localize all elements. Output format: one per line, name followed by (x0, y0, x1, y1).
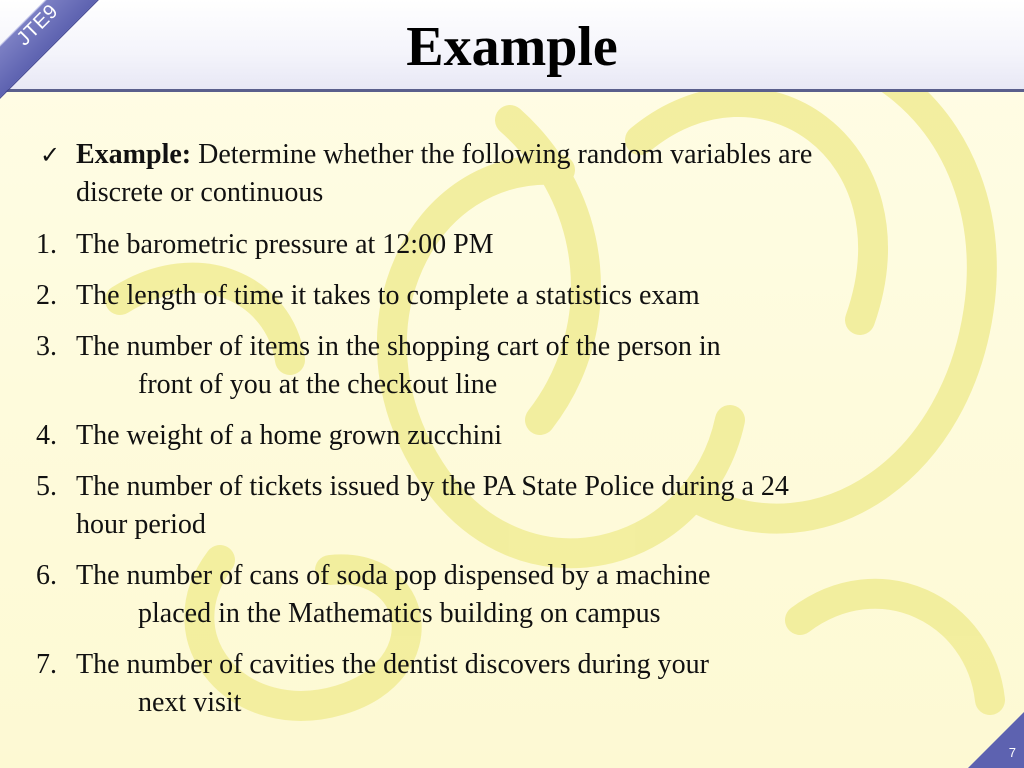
list-item (36, 646, 996, 722)
item-number: 7. (36, 649, 57, 680)
item-text: The number of items in the shopping cart of the person in (76, 331, 721, 362)
list-item (36, 226, 996, 264)
item-text-continued: front of you at the checkout line (138, 369, 498, 400)
corner-tag-label: JTE9 (12, 0, 63, 51)
list-item (36, 417, 996, 455)
intro-text-continued: discrete or continuous (76, 177, 324, 208)
slide-number: 7 (1008, 745, 1016, 760)
item-text: The length of time it takes to complete a statistics exam (76, 280, 700, 311)
item-text: The weight of a home grown zucchini (76, 420, 503, 451)
corner-tag (0, 0, 110, 110)
slide-number-corner (968, 712, 1024, 768)
item-number: 5. (36, 471, 57, 502)
item-number: 3. (36, 331, 57, 362)
list-item (36, 557, 996, 633)
checkmark-icon: ✓ (40, 141, 61, 169)
item-number: 1. (36, 229, 57, 260)
item-text-continued: hour period (76, 509, 206, 540)
item-text: The number of cans of soda pop dispensed by a machine (76, 560, 711, 591)
item-text: The number of tickets issued by the PA State Police during a 24 (76, 471, 789, 502)
slide-content (36, 136, 996, 735)
item-number: 6. (36, 560, 57, 591)
title-bar (0, 0, 1024, 92)
item-number: 4. (36, 420, 57, 451)
list-item (36, 277, 996, 315)
page-title: Example (406, 16, 618, 78)
item-text-continued: placed in the Mathematics building on campus (138, 598, 661, 629)
list-item (36, 328, 996, 404)
list-item (36, 468, 996, 544)
item-number: 2. (36, 280, 57, 311)
intro-text: Determine whether the following random variables are (191, 139, 813, 170)
item-text-continued: next visit (138, 687, 242, 718)
intro-bullet (36, 136, 996, 212)
item-text: The number of cavities the dentist discovers during your (76, 649, 709, 680)
item-text: The barometric pressure at 12:00 PM (76, 229, 494, 260)
intro-label: Example: (76, 139, 192, 170)
question-list (36, 226, 996, 722)
